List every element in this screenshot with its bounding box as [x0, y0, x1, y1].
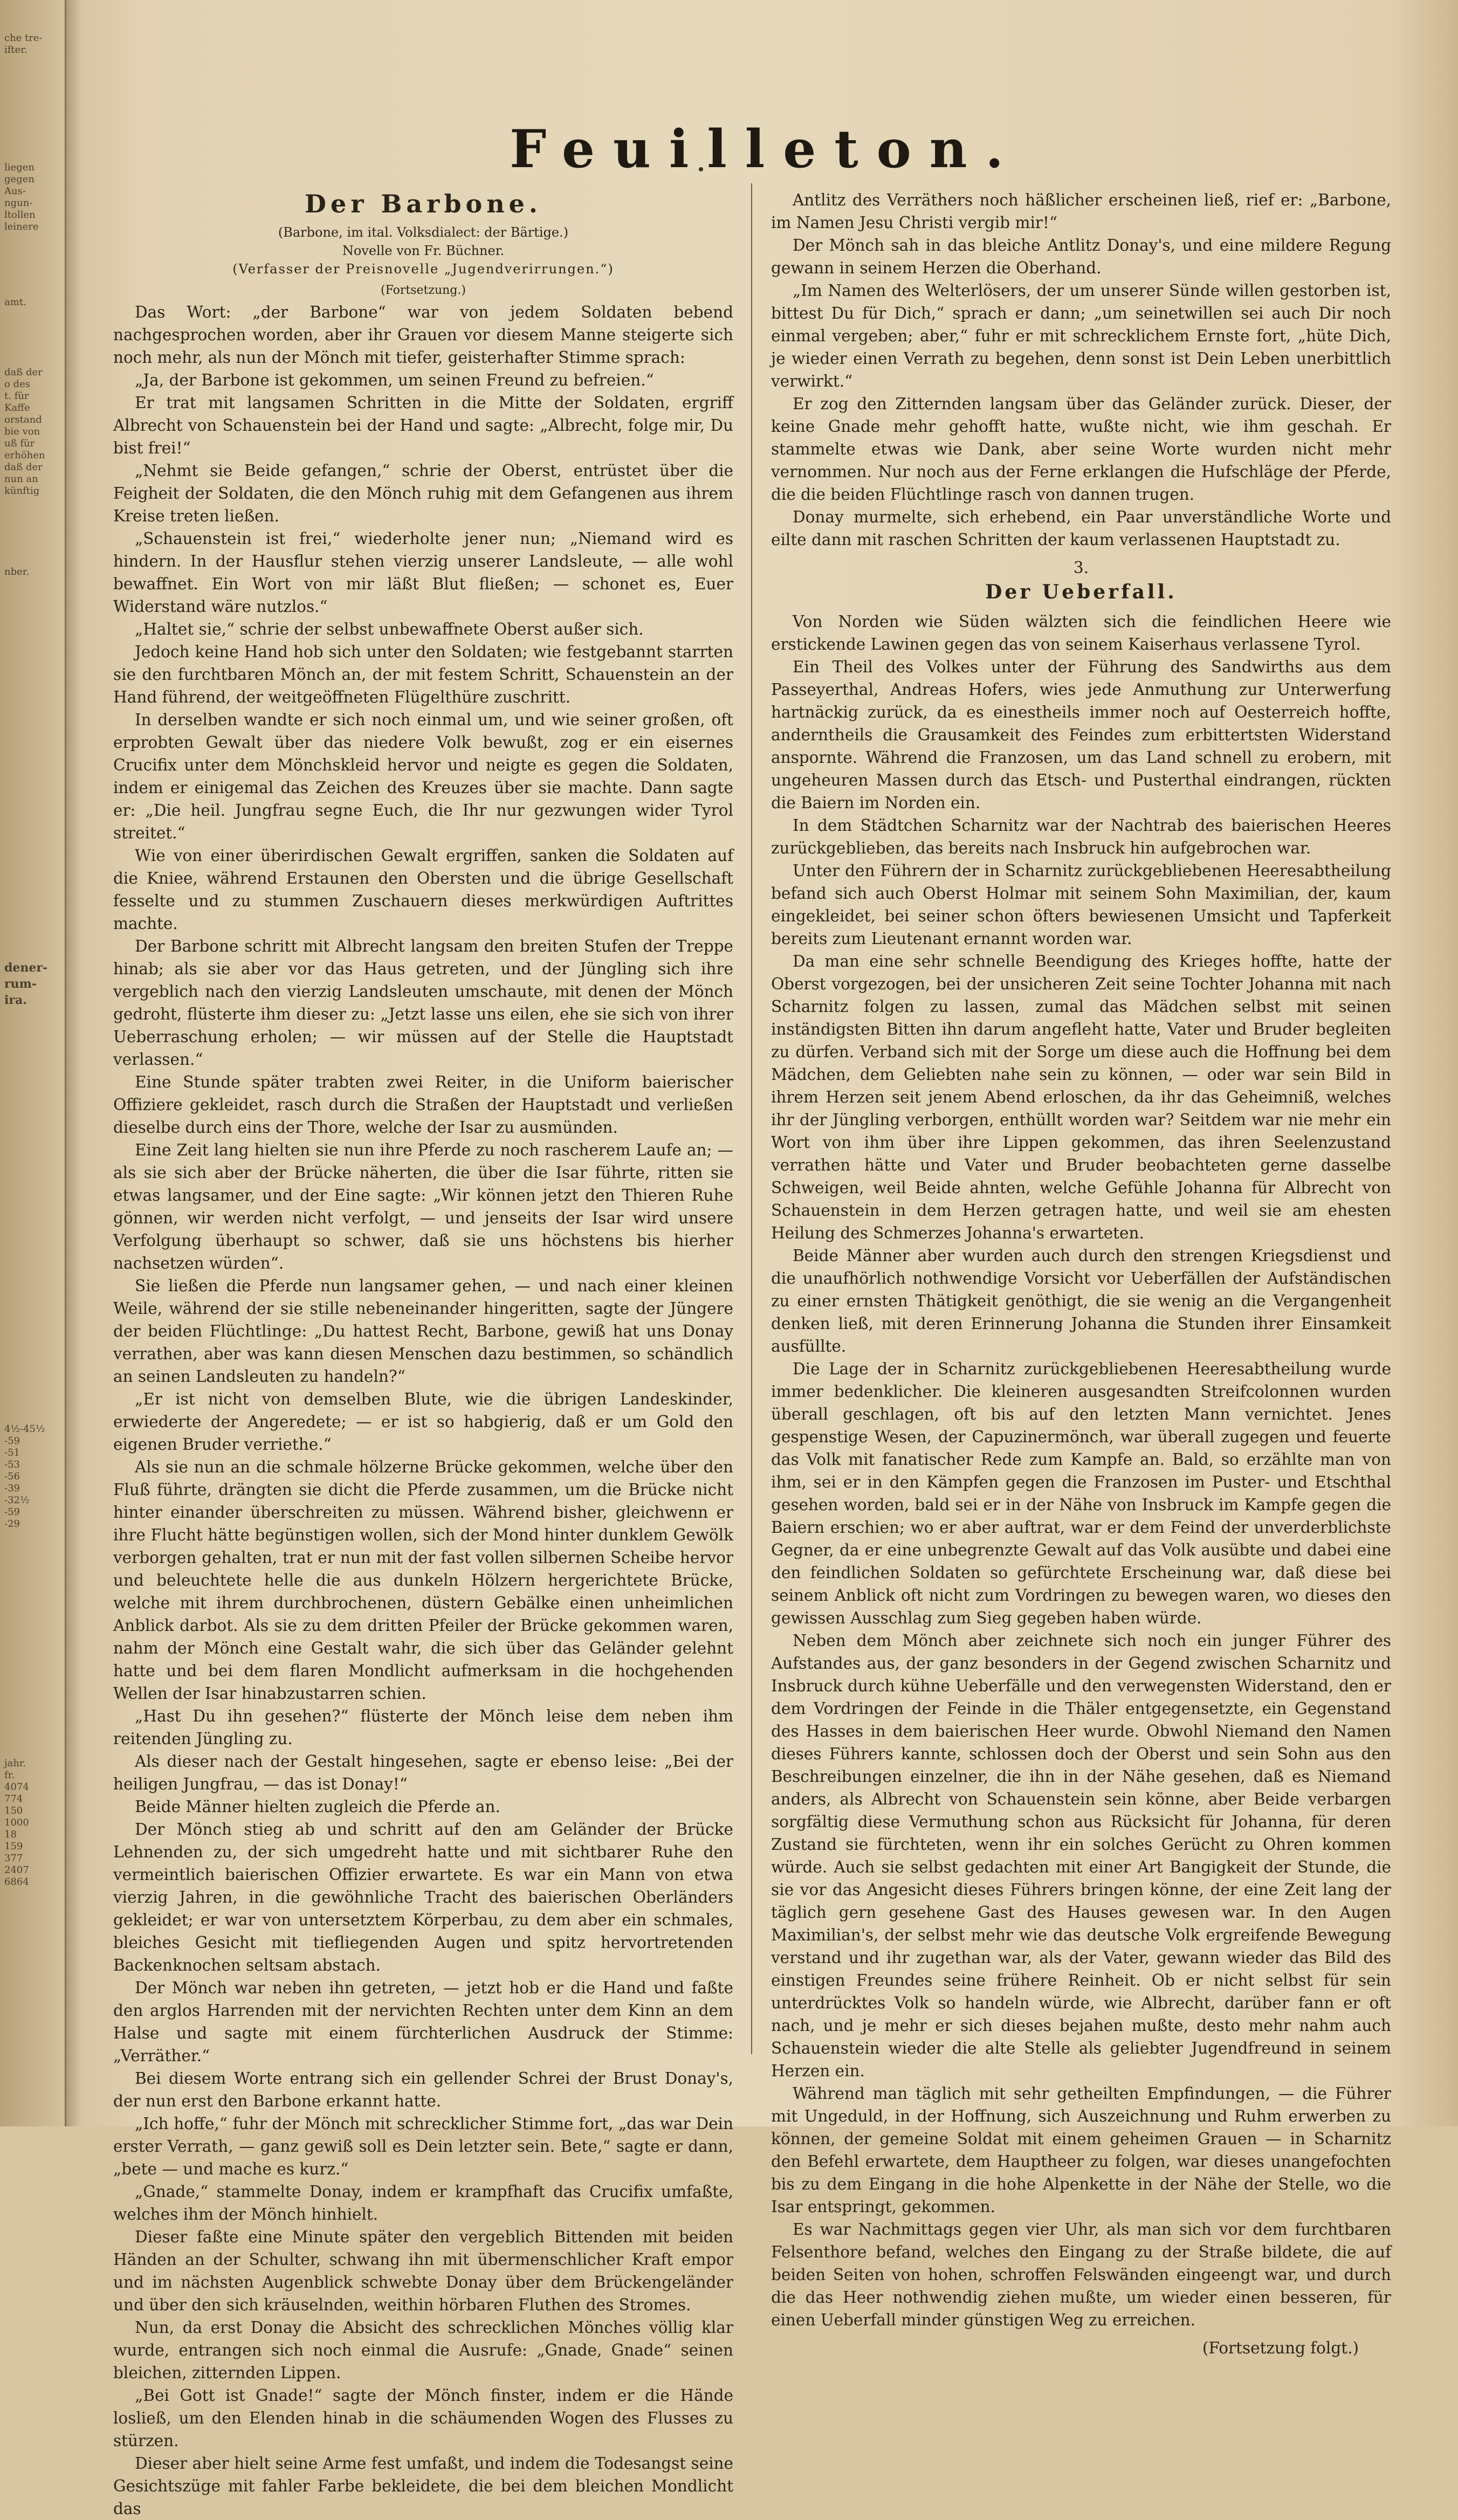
- margin-fragment: che tre- ifter.: [4, 32, 43, 56]
- paragraph: „Gnade,“ stammelte Donay, indem er krampfhaft das Crucifix umfaßte, welches ihm der Mönch hinhielt.: [113, 2182, 733, 2223]
- paragraph: Dieser faßte eine Minute später den vergeblich Bittenden mit beiden Händen an der Schulter, schwang ihn mit übermenschlicher Kraft empor und im nächsten Augenblick schwebte Donay über dem Brückengeländer und über den sich kräuselnden, weithin hörbaren Fluthen des Stromes.: [113, 2228, 733, 2314]
- right-column: [771, 189, 1391, 2357]
- right-paragraphs-part2: [771, 610, 1391, 2331]
- continuation-note: (Fortsetzung folgt.): [1202, 2339, 1359, 2357]
- column-divider: [751, 183, 752, 2054]
- paragraph: In derselben wandte er sich noch einmal um, und wie seiner großen, oft erprobten Gewalt über das niedere Volk bewußt, zog er ein eisernes Crucifix unter dem Mönchskleid hervor und neigte es gegen die Soldaten, indem er einigemal das Zeichen des Kreuzes über sie machte. Dann sagte er: „Die heil. Jungfrau segne Euch, die Ihr nur gezwungen wider Tyrol streitet.“: [113, 711, 733, 842]
- paragraph: Eine Zeit lang hielten sie nun ihre Pferde zu noch rascherem Laufe an; — als sie sich aber der Brücke näherten, die über die Isar führte, ritten sie etwas langsamer, und der Eine sagte: „Wir können jetzt den Thieren Ruhe gönnen, wir werden nicht verfolgt, — und jenseits der Isar wird unsere Verfolgung überhaupt so schwer, daß sie uns höchstens bis hierher nachsetzen würden“.: [113, 1141, 733, 1272]
- margin-fragment: nber.: [4, 566, 30, 577]
- paragraph: Es war Nachmittags gegen vier Uhr, als man sich vor dem furchtbaren Felsenthore befand, welches den Eingang zu der Straße bildete, die auf beiden Seiten von hohen, schroffen Felswänden eingeengt war, und durch die das Heer nothwendig ziehen mußte, um wieder einen besseren, für einen Ueberfall minder günstigen Weg zu erreichen.: [771, 2220, 1391, 2329]
- newspaper-page: [113, 75, 1418, 2518]
- paragraph: Donay murmelte, sich erhebend, ein Paar unverständliche Worte und eilte dann mit raschen Schritten der kaum verlassenen Hauptstadt zu.: [771, 508, 1391, 549]
- paragraph: Von Norden wie Süden wälzten sich die feindlichen Heere wie erstickende Lawinen gegen das von seinem Kaiserhaus verlassene Tyrol.: [771, 612, 1391, 653]
- paragraph: Nun, da erst Donay die Absicht des schrecklichen Mönches völlig klar wurde, entrangen sich noch einmal die Ausrufe: „Gnade, Gnade“ seinen bleichen, zitternden Lippen.: [113, 2318, 733, 2382]
- continued-label: (Fortsetzung.): [381, 284, 466, 297]
- article-author-note: (Verfasser der Preisnovelle „Jugendverirrungen.“): [232, 261, 614, 277]
- paragraph: Beide Männer aber wurden auch durch den strengen Kriegsdienst und die unaufhörlich nothwendige Vorsicht vor Ueberfällen der Aufständischen zu einer ernsten Thätigkeit genöthigt, die sie wenig an die Vergangenheit denken ließ, mit deren Erinnerung Johanna die Stunden ihrer Einsamkeit ausfüllte.: [771, 1247, 1391, 1355]
- paragraph: „Nehmt sie Beide gefangen,“ schrie der Oberst, entrüstet über die Feigheit der Soldaten, die den Mönch ruhig mit dem Gefangenen aus ihrem Kreise treten ließen.: [113, 462, 733, 525]
- left-column: [113, 189, 733, 2518]
- section-title: Der Ueberfall.: [985, 581, 1177, 603]
- paragraph: Er zog den Zitternden langsam über das Geländer zurück. Dieser, der keine Gnade mehr gehofft hatte, wußte nicht, wie ihm geschah. Er stammelte etwas wie Dank, aber seine Worte wurden nicht mehr vernommen. Nur noch aus der Ferne erklangen die Hufschläge der Pferde, die die beiden Flüchtlinge rasch von dannen trugen.: [771, 395, 1391, 504]
- article-author: Novelle von Fr. Büchner.: [342, 243, 505, 258]
- paragraph: Antlitz des Verräthers noch häßlicher erscheinen ließ, rief er: „Barbone, im Namen Jesu Christi vergib mir!“: [771, 191, 1391, 232]
- paragraph: Eine Stunde später trabten zwei Reiter, in die Uniform baierischer Offiziere gekleidet, rasch durch die Straßen der Hauptstadt und verließen dieselbe durch eins der Thore, welche der Isar zu ausmünden.: [113, 1073, 733, 1137]
- paragraph: „Hast Du ihn gesehen?“ flüsterte der Mönch leise dem neben ihm reitenden Jüngling zu.: [113, 1707, 733, 1748]
- paragraph: Ein Theil des Volkes unter der Führung des Sandwirths aus dem Passeyerthal, Andreas Hofers, wies jede Anmuthung zur Unterwerfung hartnäckig zurück, da es einestheils immer noch auf Oesterreich hoffte, anderntheils die Grausamkeit des Feindes zum erbittertsten Widerstand anspornte. Während die Franzosen, um das Land schnell zu erobern, mit ungeheuren Massen durch das Etsch- und Pusterthal eindrangen, rückten die Baiern im Norden ein.: [771, 658, 1391, 812]
- paragraph: Als sie nun an die schmale hölzerne Brücke gekommen, welche über den Fluß führte, drängten sie dicht die Pferde zusammen, um die Brücke nicht hinter einander überschreiten zu müssen. Während bisher, gleichwenn er ihre Flucht hätte begünstigen wollen, sich der Mond hinter dunklem Gewölk verborgen gehalten, trat er nun mit der fast vollen silbernen Scheibe hervor und beleuchtete helle die aus dunkeln Hölzern hergerichtete Brücke, welche mit ihrem durchbrochenen, düstern Gebälke einen unheimlichen Anblick darbot. Als sie zu dem dritten Pfeiler der Brücke gekommen waren, nahm der Mönch eine Gestalt wahr, die sich über das Geländer gelehnt hatte und bei dem flaren Mondlicht aufmerksam in die hochgehenden Wellen der Isar hinabzustarren schien.: [113, 1458, 733, 1703]
- paragraph: „Schauenstein ist frei,“ wiederholte jener nun; „Niemand wird es hindern. In der Hausflur stehen vierzig unserer Landsleute, — alle wohl bewaffnet. Ein Wort von mir läßt Blut fließen; — schonet es, Euer Widerstand wäre nutzlos.“: [113, 529, 733, 616]
- paragraph: Er trat mit langsamen Schritten in die Mitte der Soldaten, ergriff Albrecht von Schauenstein bei der Hand und sagte: „Albrecht, folge mir, Du bist frei!“: [113, 394, 733, 457]
- paragraph: „Bei Gott ist Gnade!“ sagte der Mönch finster, indem er die Hände losließ, um den Elenden hinab in die schäumenden Wogen des Flusses zu stürzen.: [113, 2386, 733, 2450]
- margin-fragment: liegen gegen Aus- ngun- ltollen leinere: [4, 162, 39, 232]
- paragraph: Der Barbone schritt mit Albrecht langsam den breiten Stufen der Treppe hinab; als sie aber vor das Haus getreten, und der Jüngling sich ihre vergeblich nach den vierzig Landsleuten umschaute, mit denen der Mönch gedroht, flüsterte ihm dieser zu: „Jetzt lasse uns eilen, ehe sie sich von ihrer Ueberraschung erholen; — wir müssen auf der Stelle die Hauptstadt verlassen.“: [113, 937, 733, 1069]
- gutter-shadow: [65, 0, 81, 2126]
- paragraph: Das Wort: „der Barbone“ war von jedem Soldaten bebend nachgesprochen worden, aber ihr Grauen vor diesem Manne steigerte sich noch mehr, als nun der Mönch mit tiefer, geisterhafter Stimme sprach:: [113, 303, 733, 367]
- paragraph: „Ich hoffe,“ fuhr der Mönch mit schrecklicher Stimme fort, „das war Dein erster Verrath, — ganz gewiß soll es Dein letzter sein. Bete,“ sagte er dann, „bete — und mache es kurz.“: [113, 2115, 733, 2178]
- paragraph: Der Mönch war neben ihn getreten, — jetzt hob er die Hand und faßte den arglos Harrenden mit der nervichten Rechten unter dem Kinn an dem Halse und sagte mit einem fürchterlichen Ausdruck der Stimme: „Verräther.“: [113, 1979, 733, 2065]
- paragraph: Die Lage der in Scharnitz zurückgebliebenen Heeresabtheilung wurde immer bedenklicher. Die kleineren ausgesandten Streifcolonnen wurden überall geschlagen, oft bis auf den letzten Mann vernichtet. Jenes gespenstige Wesen, der Capuzinermönch, war überall zugegen und feuerte das Volk mit fanatischer Rede zum Kampfe an. Bald, so erzählte man von ihm, sei er in den Kämpfen gegen die Franzosen im Puster- und Etschthal gesehen worden, bald sei er in der Nähe von Insbruck im Kampfe gegen die Baiern erschien; wo er aber auftrat, war er dem Feind der unverderblichste Gegner, da er eine unbegrenzte Gewalt auf das Volk ausübte und dabei eine den feindlichen Soldaten so gefürchtete Erscheinung war, daß diese bei seinem Anblick oft nicht zum Vordringen zu bewegen waren, wo dieses den gewissen Ausschlag zum Sieg gegeben haben würde.: [771, 1360, 1391, 1627]
- paragraph: Beide Männer hielten zugleich die Pferde an.: [135, 1798, 500, 1816]
- margin-fragment: daß der o des t. für Kaffe orstand bie von uß für erhöhen daß der nun an künftig: [4, 367, 45, 497]
- article-subtitle: (Barbone, im ital. Volksdialect: der Bärtige.): [278, 225, 569, 240]
- paragraph: „Im Namen des Welterlösers, der um unserer Sünde willen gestorben ist, bittest Du für Dich,“ sprach er dann; „um seinetwillen sei auch Dir noch einmal vergeben; aber,“ fuhr er mit schrecklichem Ernste fort, „hüte Dich, je wieder einen Verrath zu begehen, denn sonst ist Dein Leben unerbittlich verwirkt.“: [771, 281, 1391, 390]
- page-title: Feuilleton.: [510, 119, 1022, 180]
- adjacent-page-margin: [0, 0, 66, 2126]
- paragraph: Bei diesem Worte entrang sich ein gellender Schrei der Brust Donay's, der nun erst den Barbone erkannt hatte.: [113, 2069, 733, 2110]
- paragraph: „Er ist nicht von demselben Blute, wie die übrigen Landeskinder, erwiederte der Angeredete; — er ist so habgierig, daß er um Gold den eigenen Bruder verriethe.“: [113, 1390, 733, 1454]
- paragraph: In dem Städtchen Scharnitz war der Nachtrab des baierischen Heeres zurückgeblieben, das bereits nach Insbruck hin aufgebrochen war.: [771, 816, 1391, 857]
- paragraph: Der Mönch stieg ab und schritt auf den am Geländer der Brücke Lehnenden zu, der sich umgedreht hatte und mit sichtbarer Ruhe den vermeintlich baierischen Offizier erwartete. Es war ein Mann von etwa vierzig Jahren, in die gewöhnliche Tracht des baierischen Oberländers gekleidet; er war von untersetztem Körperbau, zu dem aber ein schmales, bleiches Gesicht mit tiefliegenden Augen und spitz hervortretenden Backenknochen seltsam abstach.: [113, 1820, 733, 1974]
- paragraph: Der Mönch sah in das bleiche Antlitz Donay's, und eine mildere Regung gewann in seinem Herzen die Oberhand.: [771, 236, 1391, 277]
- paragraph: „Haltet sie,“ schrie der selbst unbewaffnete Oberst außer sich.: [135, 620, 644, 638]
- paragraph: Jedoch keine Hand hob sich unter den Soldaten; wie festgebannt starrten sie den furchtbaren Mönch an, der mit festem Schritt, Schauenstein an der Hand führend, der weitgeöffneten Flügelthüre zuschritt.: [113, 643, 733, 706]
- paragraph: Wie von einer überirdischen Gewalt ergriffen, sanken die Soldaten auf die Kniee, während Erstaunen den Obersten und die übrige Gesellschaft fesselte und zu stummen Zuschauern dieses merkwürdigen Auftrittes machte.: [113, 846, 733, 933]
- paragraph: Da man eine sehr schnelle Beendigung des Krieges hoffte, hatte der Oberst vorgezogen, bei der unsicheren Zeit seine Tochter Johanna mit nach Scharnitz folgen zu lassen, zumal das Mädchen selbst mit seinen inständigsten Bitten ihn darum angefleht hatte, Vater und Bruder begleiten zu dürfen. Verband sich mit der Sorge um diese auch die Hoffnung bei dem Mädchen, dem Geliebten nahe sein zu können, — oder war sein Bild in ihrem Herzen seit jenem Abend erloschen, da ihr das Geheimniß, welches ihr der Jüngling verborgen, enthüllt worden war? Seitdem war nie mehr ein Wort von ihm über ihre Lippen gekommen, das ihren Seelenzustand verrathen hätte und Vater und Bruder beobachteten gerne dasselbe Schweigen, weil Beide ahnten, welche Gefühle Johanna für Albrecht von Schauenstein in dem Herzen getragen hatte, und weil sie am ehesten Heilung des Schmerzes Johanna's erwarteten.: [771, 952, 1391, 1242]
- paragraph: Dieser aber hielt seine Arme fest umfaßt, und indem die Todesangst seine Gesichtszüge mit fahler Farbe bekleidete, die bei dem bleichen Mondlicht das: [113, 2454, 733, 2518]
- paragraph: Sie ließen die Pferde nun langsamer gehen, — und nach einer kleinen Weile, während der sie stille nebeneinander hingeritten, sagte der Jüngere der beiden Flüchtlinge: „Du hattest Recht, Barbone, gewiß hat uns Donay verrathen, aber was kann diesen Menschen dazu bestimmen, so schändlich an seinen Landsleuten zu handeln?“: [113, 1277, 733, 1386]
- margin-fragment: amt.: [4, 297, 26, 308]
- paragraph: Während man täglich mit sehr getheilten Empfindungen, — die Führer mit Ungeduld, in der Hoffnung, sich Auszeichnung und Ruhm erwerben zu können, der gemeine Soldat mit einem geheimen Grauen — in Scharnitz den Befehl erwartete, dem Hauptheer zu folgen, war dieses unangefochten bis zu dem Eingang in die hohe Alpenkette in der Nähe der Stelle, wo die Isar entspringt, gekommen.: [771, 2084, 1391, 2216]
- paragraph: Neben dem Mönch aber zeichnete sich noch ein junger Führer des Aufstandes aus, der ganz besonders in der Gegend zwischen Scharnitz und Insbruck durch kühne Ueberfälle und den verwegensten Widerstand, den er dem Vordringen der Feinde in die Thäler entgegensetzte, ein Gegenstand des Hasses in dem baierischen Heer wurde. Obwohl Niemand den Namen dieses Führers kannte, schlossen doch der Oberst und sein Sohn aus den Beschreibungen einzelner, die ihn in der Nähe gesehen, daß es Niemand anders, als Albrecht von Schauenstein sein könne, aber Beide verbargen sorgfältig diese Vermuthung schon aus Rücksicht für Johanna, für deren Zustand sie fürchteten, wenn ihr ein solches Gerücht zu Ohren kommen würde. Auch sie selbst gedachten mit einer Art Bangigkeit der Stunde, die sie vor das Angesicht dieses Führers bringen könne, der eine Zeit lang der täglich gern gesehene Gast des Hauses gewesen war. In den Augen Maximilian's, der selbst mehr wie das deutsche Volk ergreifende Bewegung verstand und ihr zugethan war, als der Vater, gewann wieder das Bild des einstigen Freundes seine frühere Reinheit. Ob er nicht selbst für sein unterdrücktes Volk so handeln würde, wie Albrecht, darüber fann er oft nach, und je mehr er sich dieses bejahen mußte, desto mehr nahm auch Schauenstein wieder die alte Stelle als geliebter Jugendfreund in seinem Herzen ein.: [771, 1631, 1391, 2080]
- section-number: 3.: [1073, 559, 1089, 577]
- right-paragraphs-part1: [771, 189, 1391, 551]
- article-title: Der Barbone.: [305, 189, 542, 218]
- margin-fragment: dener- rum- ira.: [4, 961, 48, 1007]
- left-paragraphs: [113, 301, 733, 2520]
- paragraph: Als dieser nach der Gestalt hingesehen, sagte er ebenso leise: „Bei der heiligen Jungfrau, — das ist Donay!“: [113, 1752, 733, 1793]
- paragraph: „Ja, der Barbone ist gekommen, um seinen Freund zu befreien.“: [135, 371, 654, 389]
- margin-fragment: 4½-45½ -59 -51 -53 -56 -39 -32½ -59 -29: [4, 1423, 45, 1530]
- margin-fragment: jahr. fr. 4074 774 150 1000 18 159 377 2407 6864: [4, 1758, 29, 1888]
- paragraph: Unter den Führern der in Scharnitz zurückgebliebenen Heeresabtheilung befand sich auch Oberst Holmar mit seinem Sohn Maximilian, der, kaum eingekleidet, bei seiner schon öfters bewiesenen Umsicht und Tapferkeit bereits zum Lieutenant ernannt worden war.: [771, 862, 1391, 948]
